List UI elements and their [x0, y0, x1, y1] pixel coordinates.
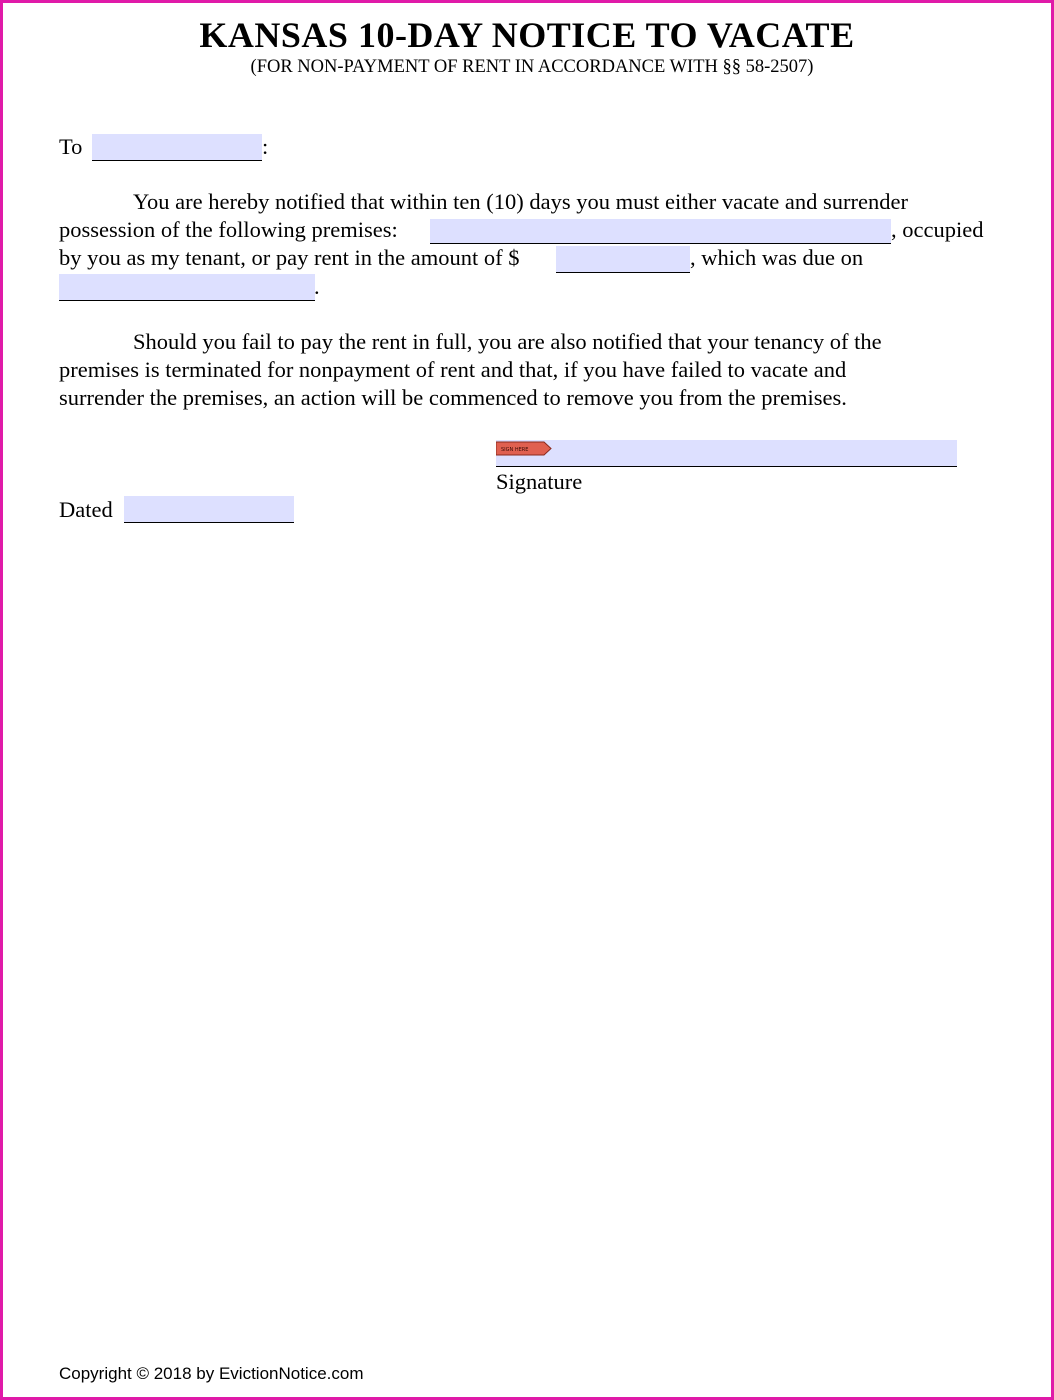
- dated-label: Dated: [59, 497, 113, 522]
- premises-field[interactable]: [430, 219, 891, 244]
- paragraph1-line2-suffix: , occupied: [891, 217, 984, 242]
- rent-amount-field[interactable]: [556, 246, 690, 273]
- document-title: KANSAS 10-DAY NOTICE TO VACATE: [199, 15, 855, 55]
- paragraph1-period: .: [314, 274, 320, 299]
- sign-here-tag-icon[interactable]: [496, 441, 552, 456]
- copyright-footer: Copyright © 2018 by EvictionNotice.com: [59, 1364, 364, 1383]
- paragraph1-line2-prefix: possession of the following premises:: [59, 217, 398, 242]
- sign-here-tag-text: SIGN HERE: [501, 447, 529, 453]
- paragraph1-line1: You are hereby notified that within ten (10) days you must either vacate and surrender: [133, 189, 908, 214]
- addressee-line: [59, 134, 82, 160]
- paragraph2-line2: premises is terminated for nonpayment of rent and that, if you have failed to vacate and: [59, 357, 847, 382]
- paragraph1-line3-prefix: by you as my tenant, or pay rent in the amount of $: [59, 245, 520, 270]
- dated-field[interactable]: [124, 496, 294, 523]
- document-subtitle: (FOR NON-PAYMENT OF RENT IN ACCORDANCE WITH §§ 58-2507): [250, 57, 814, 77]
- addressee-field[interactable]: [92, 134, 262, 161]
- addressee-colon: :: [262, 134, 269, 159]
- signature-label: Signature: [496, 469, 583, 494]
- paragraph1-line3-suffix: , which was due on: [690, 245, 864, 270]
- paragraph2-line3: surrender the premises, an action will be commenced to remove you from the premises.: [59, 385, 847, 410]
- paragraph2-line1: Should you fail to pay the rent in full, you are also notified that your tenancy of the: [133, 329, 882, 354]
- addressee-label: To: [59, 134, 83, 159]
- signature-field[interactable]: [496, 440, 957, 467]
- due-date-field[interactable]: [59, 274, 315, 301]
